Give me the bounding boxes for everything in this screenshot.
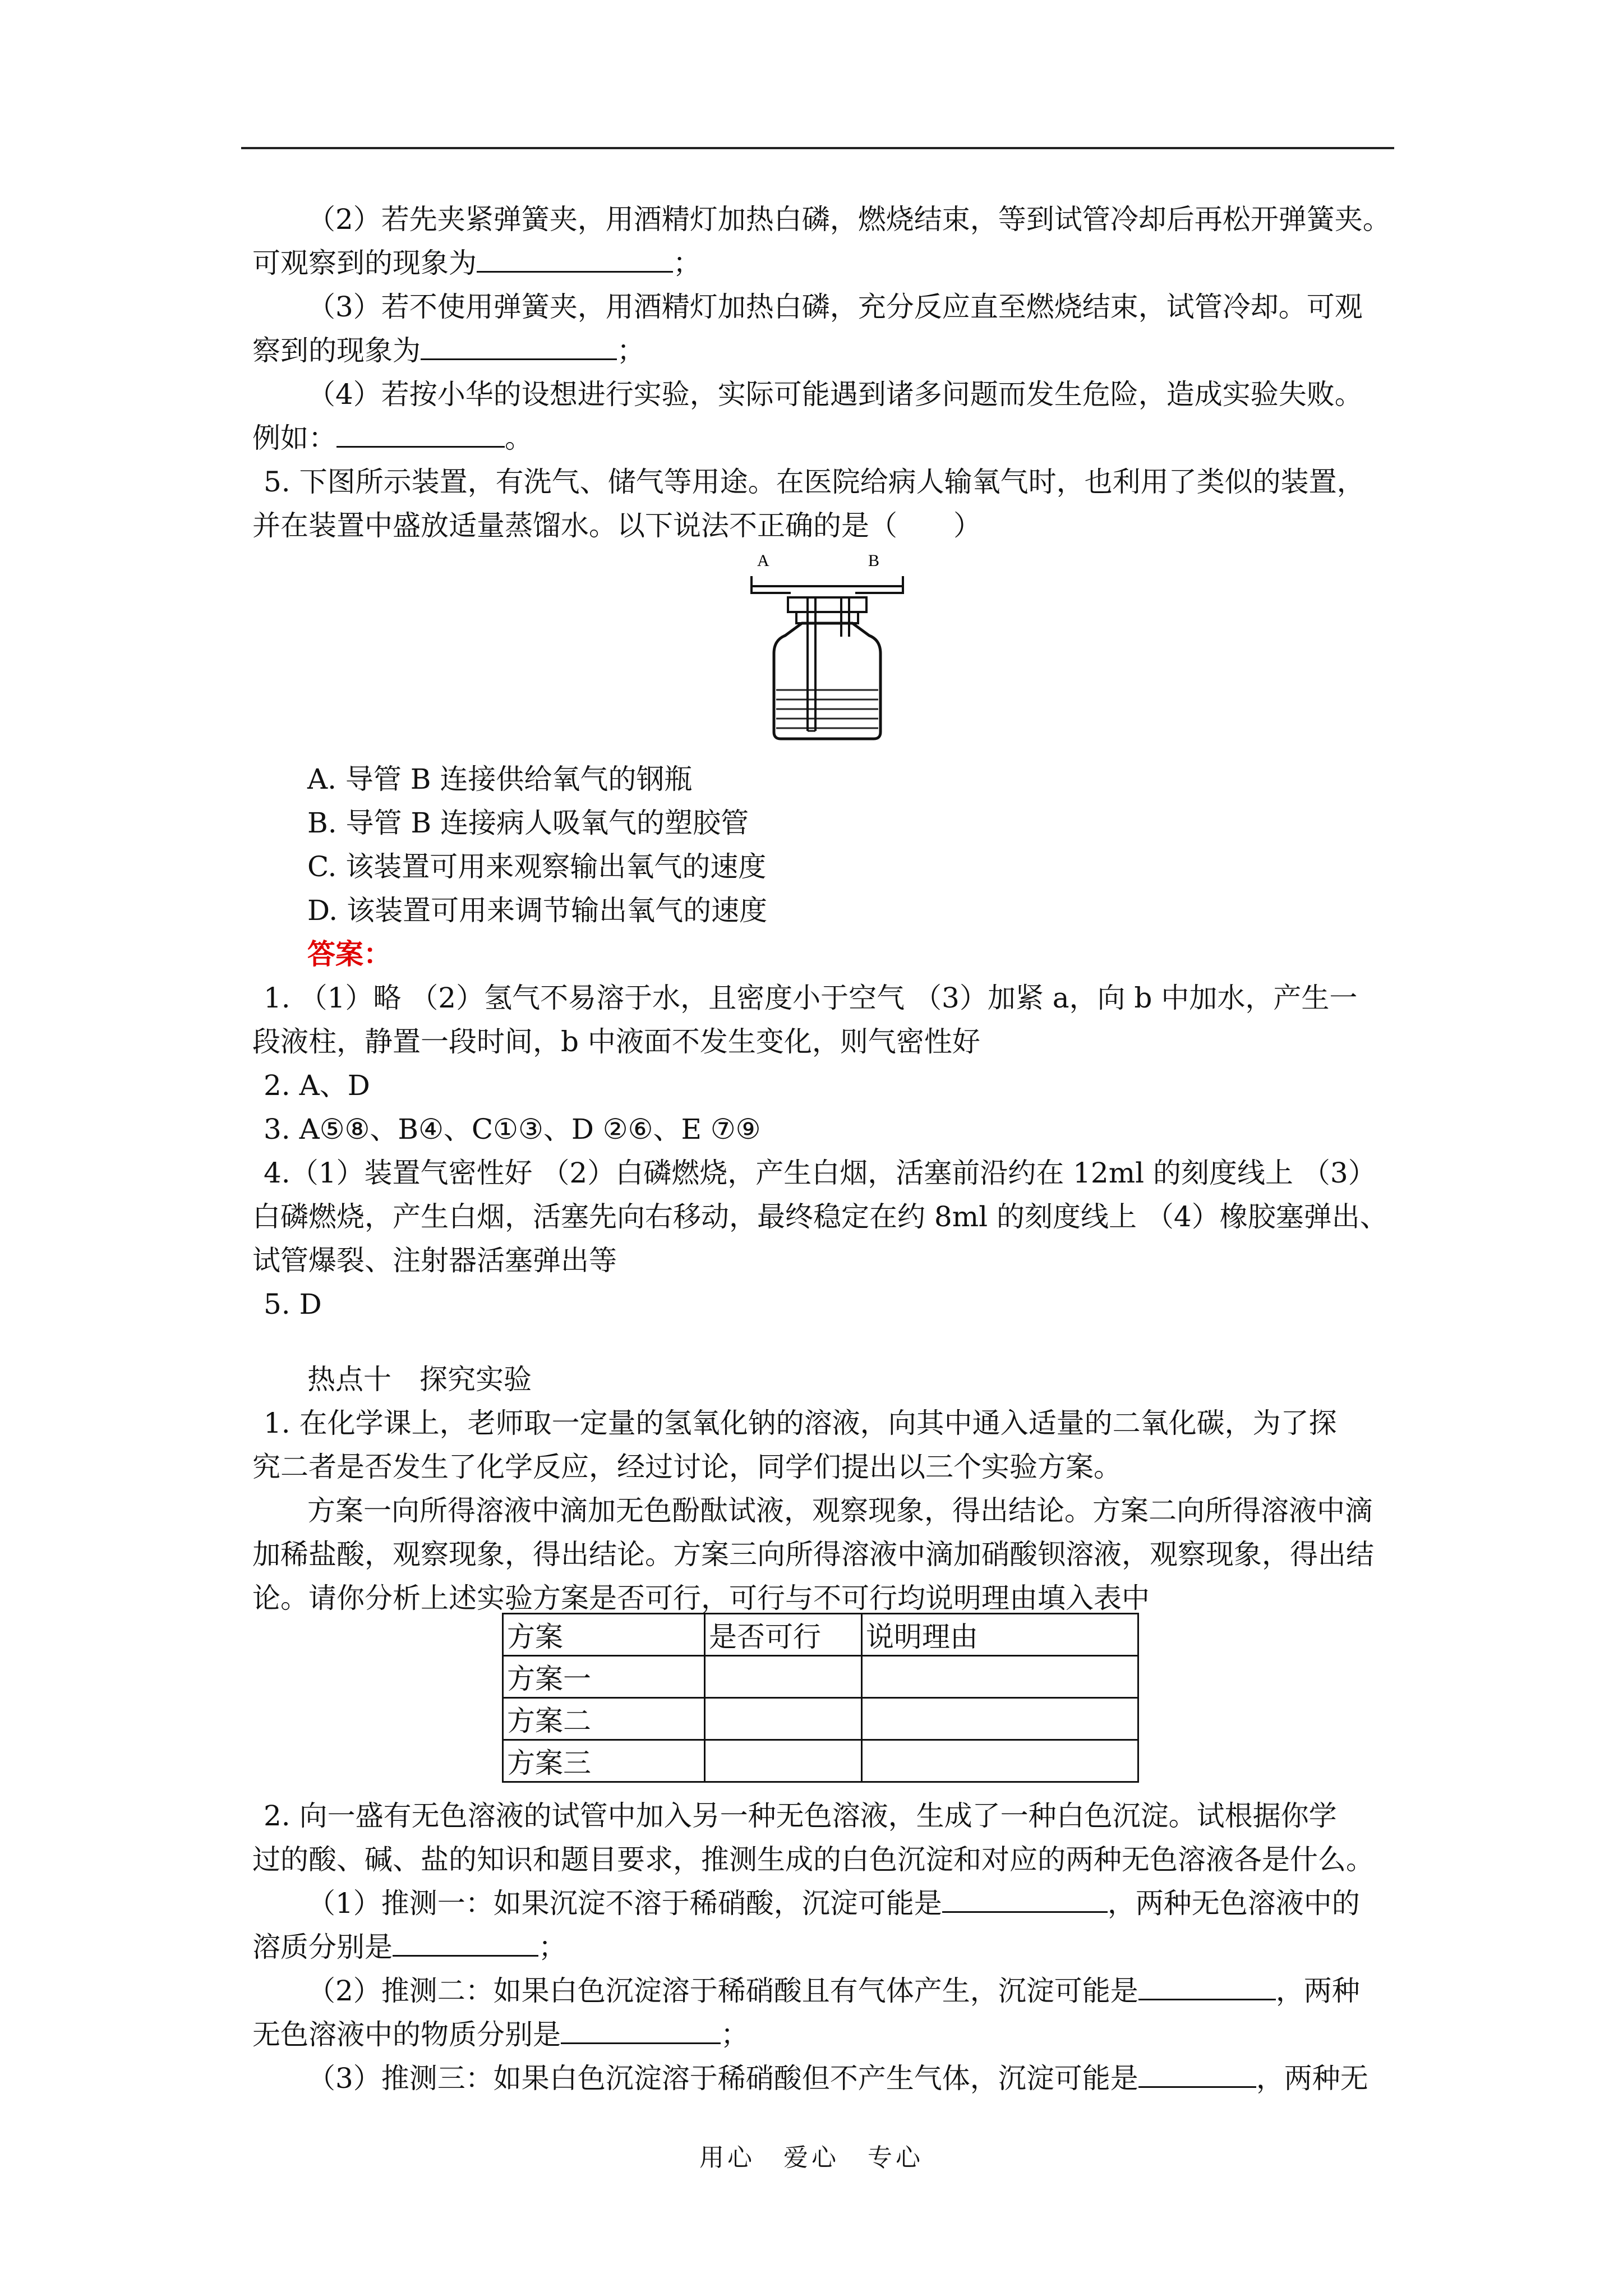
answer-1-line1: 1. （1）略 （2）氢气不易溶于水，且密度小于空气 （3）加紧 a，向 b 中加水，产生一 bbox=[264, 982, 1358, 1014]
q4-s2-text: 可观察到的现象为 bbox=[252, 247, 477, 279]
table-cell-input[interactable] bbox=[705, 1656, 862, 1698]
s10-q1-line3: 方案一向所得溶液中滴加无色酚酞试液，观察现象，得出结论。方案二向所得溶液中滴 bbox=[307, 1494, 1373, 1527]
q5-line2: 并在装置中盛放适量蒸馏水。以下说法不正确的是（ ） bbox=[252, 509, 981, 542]
answer-blank[interactable] bbox=[393, 1930, 538, 1957]
answer-3: 3. A⑤⑧、B④、C①③、D ②⑥、E ⑦⑨ bbox=[264, 1113, 761, 1145]
guess3-line1: （3）推测三：如果白色沉淀溶于稀硝酸但不产生气体，沉淀可能是 ，两种无 bbox=[307, 2062, 1368, 2095]
answer-4-line2: 白磷燃烧，产生白烟，活塞先向右移动，最终稳定在约 8ml 的刻度线上 （4）橡胶塞弹出、 bbox=[252, 1200, 1388, 1233]
option-c: C. 该装置可用来观察输出氧气的速度 bbox=[307, 850, 767, 883]
s10-q2-line2: 过的酸、碱、盐的知识和题目要求，推测生成的白色沉淀和对应的两种无色溶液各是什么。 bbox=[252, 1843, 1374, 1876]
plan-table bbox=[502, 1613, 1139, 1783]
answer-4-line3: 试管爆裂、注射器活塞弹出等 bbox=[252, 1244, 617, 1277]
s10-q1-line5: 论。请你分析上述实验方案是否可行，可行与不可行均说明理由填入表中 bbox=[252, 1582, 1150, 1614]
option-a: A. 导管 B 连接供给氧气的钢瓶 bbox=[307, 763, 693, 795]
s10-q2-line1: 2. 向一盛有无色溶液的试管中加入另一种无色溶液，生成了一种白色沉淀。试根据你学 bbox=[264, 1800, 1337, 1832]
table-cell: 方案一 bbox=[503, 1656, 705, 1698]
q4-s2-line1: （2）若先夹紧弹簧夹，用酒精灯加热白磷，燃烧结束，等到试管冷却后再松开弹簧夹。 bbox=[307, 203, 1391, 236]
table-cell: 方案三 bbox=[503, 1740, 705, 1782]
answer-blank[interactable] bbox=[1138, 1974, 1276, 2000]
table-header-row bbox=[503, 1614, 1138, 1656]
answer-5: 5. D bbox=[264, 1288, 322, 1320]
table-row bbox=[503, 1656, 1138, 1698]
page-footer: 用心 爱心 专心 bbox=[699, 2143, 924, 2172]
answer-blank[interactable] bbox=[561, 2018, 721, 2044]
header-rule bbox=[241, 147, 1394, 149]
guess2-line2: 无色溶液中的物质分别是 ； bbox=[252, 2018, 749, 2051]
table-cell-input[interactable] bbox=[705, 1698, 862, 1740]
table-cell: 方案二 bbox=[503, 1698, 705, 1740]
table-row bbox=[503, 1740, 1138, 1782]
table-cell-input[interactable] bbox=[862, 1698, 1138, 1740]
table-row bbox=[503, 1698, 1138, 1740]
section-title: 热点十 探究实验 bbox=[307, 1363, 532, 1396]
guess1-line1: （1）推测一：如果沉淀不溶于稀硝酸，沉淀可能是 ，两种无色溶液中的 bbox=[307, 1887, 1360, 1920]
answer-4-line1: 4.（1）装置气密性好 （2）白磷燃烧，产生白烟，活塞前沿约在 12ml 的刻度线上 （3） bbox=[264, 1157, 1376, 1189]
table-header: 是否可行 bbox=[705, 1614, 862, 1656]
answer-blank[interactable] bbox=[421, 334, 617, 360]
option-b: B. 导管 B 连接病人吸氧气的塑胶管 bbox=[307, 807, 749, 839]
q4-s3-line1: （3）若不使用弹簧夹，用酒精灯加热白磷，充分反应直至燃烧结束，试管冷却。可观 bbox=[307, 291, 1363, 323]
q4-s4-line2: 例如： 。 bbox=[252, 422, 533, 454]
guess1-line2: 溶质分别是 ； bbox=[252, 1931, 566, 1963]
q4-s3-line2: 察到的现象为 ； bbox=[252, 334, 645, 367]
gas-washing-bottle-figure bbox=[735, 553, 920, 749]
answer-blank[interactable] bbox=[1138, 2062, 1256, 2088]
table-cell-input[interactable] bbox=[862, 1656, 1138, 1698]
answer-blank[interactable] bbox=[942, 1887, 1108, 1913]
answer-1-line2: 段液柱，静置一段时间，b 中液面不发生变化，则气密性好 bbox=[252, 1025, 980, 1058]
s10-q1-line2: 究二者是否发生了化学反应，经过讨论，同学们提出以三个实验方案。 bbox=[252, 1451, 1122, 1483]
table-cell-input[interactable] bbox=[862, 1740, 1138, 1782]
guess2-line1: （2）推测二：如果白色沉淀溶于稀硝酸且有气体产生，沉淀可能是 ，两种 bbox=[307, 1975, 1360, 2007]
option-d: D. 该装置可用来调节输出氧气的速度 bbox=[307, 894, 768, 927]
table-header: 方案 bbox=[503, 1614, 705, 1656]
q4-s2-line2: 可观察到的现象为 ； bbox=[252, 247, 701, 279]
s10-q1-line4: 加稀盐酸，观察现象，得出结论。方案三向所得溶液中滴加硝酸钡溶液，观察现象，得出结 bbox=[252, 1538, 1374, 1571]
answers-heading: 答案： bbox=[307, 937, 391, 970]
table-header: 说明理由 bbox=[862, 1614, 1138, 1656]
fig-label-a: A bbox=[757, 553, 769, 570]
fig-label-b: B bbox=[868, 553, 880, 570]
s10-q1-line1: 1. 在化学课上，老师取一定量的氢氧化钠的溶液，向其中通入适量的二氧化碳，为了探 bbox=[264, 1407, 1337, 1439]
answer-2: 2. A、D bbox=[264, 1069, 370, 1102]
q5-line1: 5. 下图所示装置，有洗气、储气等用途。在医院给病人输氧气时，也利用了类似的装置， bbox=[264, 466, 1365, 498]
answer-blank[interactable] bbox=[336, 421, 505, 448]
q4-s4-line1: （4）若按小华的设想进行实验，实际可能遇到诸多问题而发生危险，造成实验失败。 bbox=[307, 378, 1363, 411]
answer-blank[interactable] bbox=[477, 246, 673, 273]
table-cell-input[interactable] bbox=[705, 1740, 862, 1782]
